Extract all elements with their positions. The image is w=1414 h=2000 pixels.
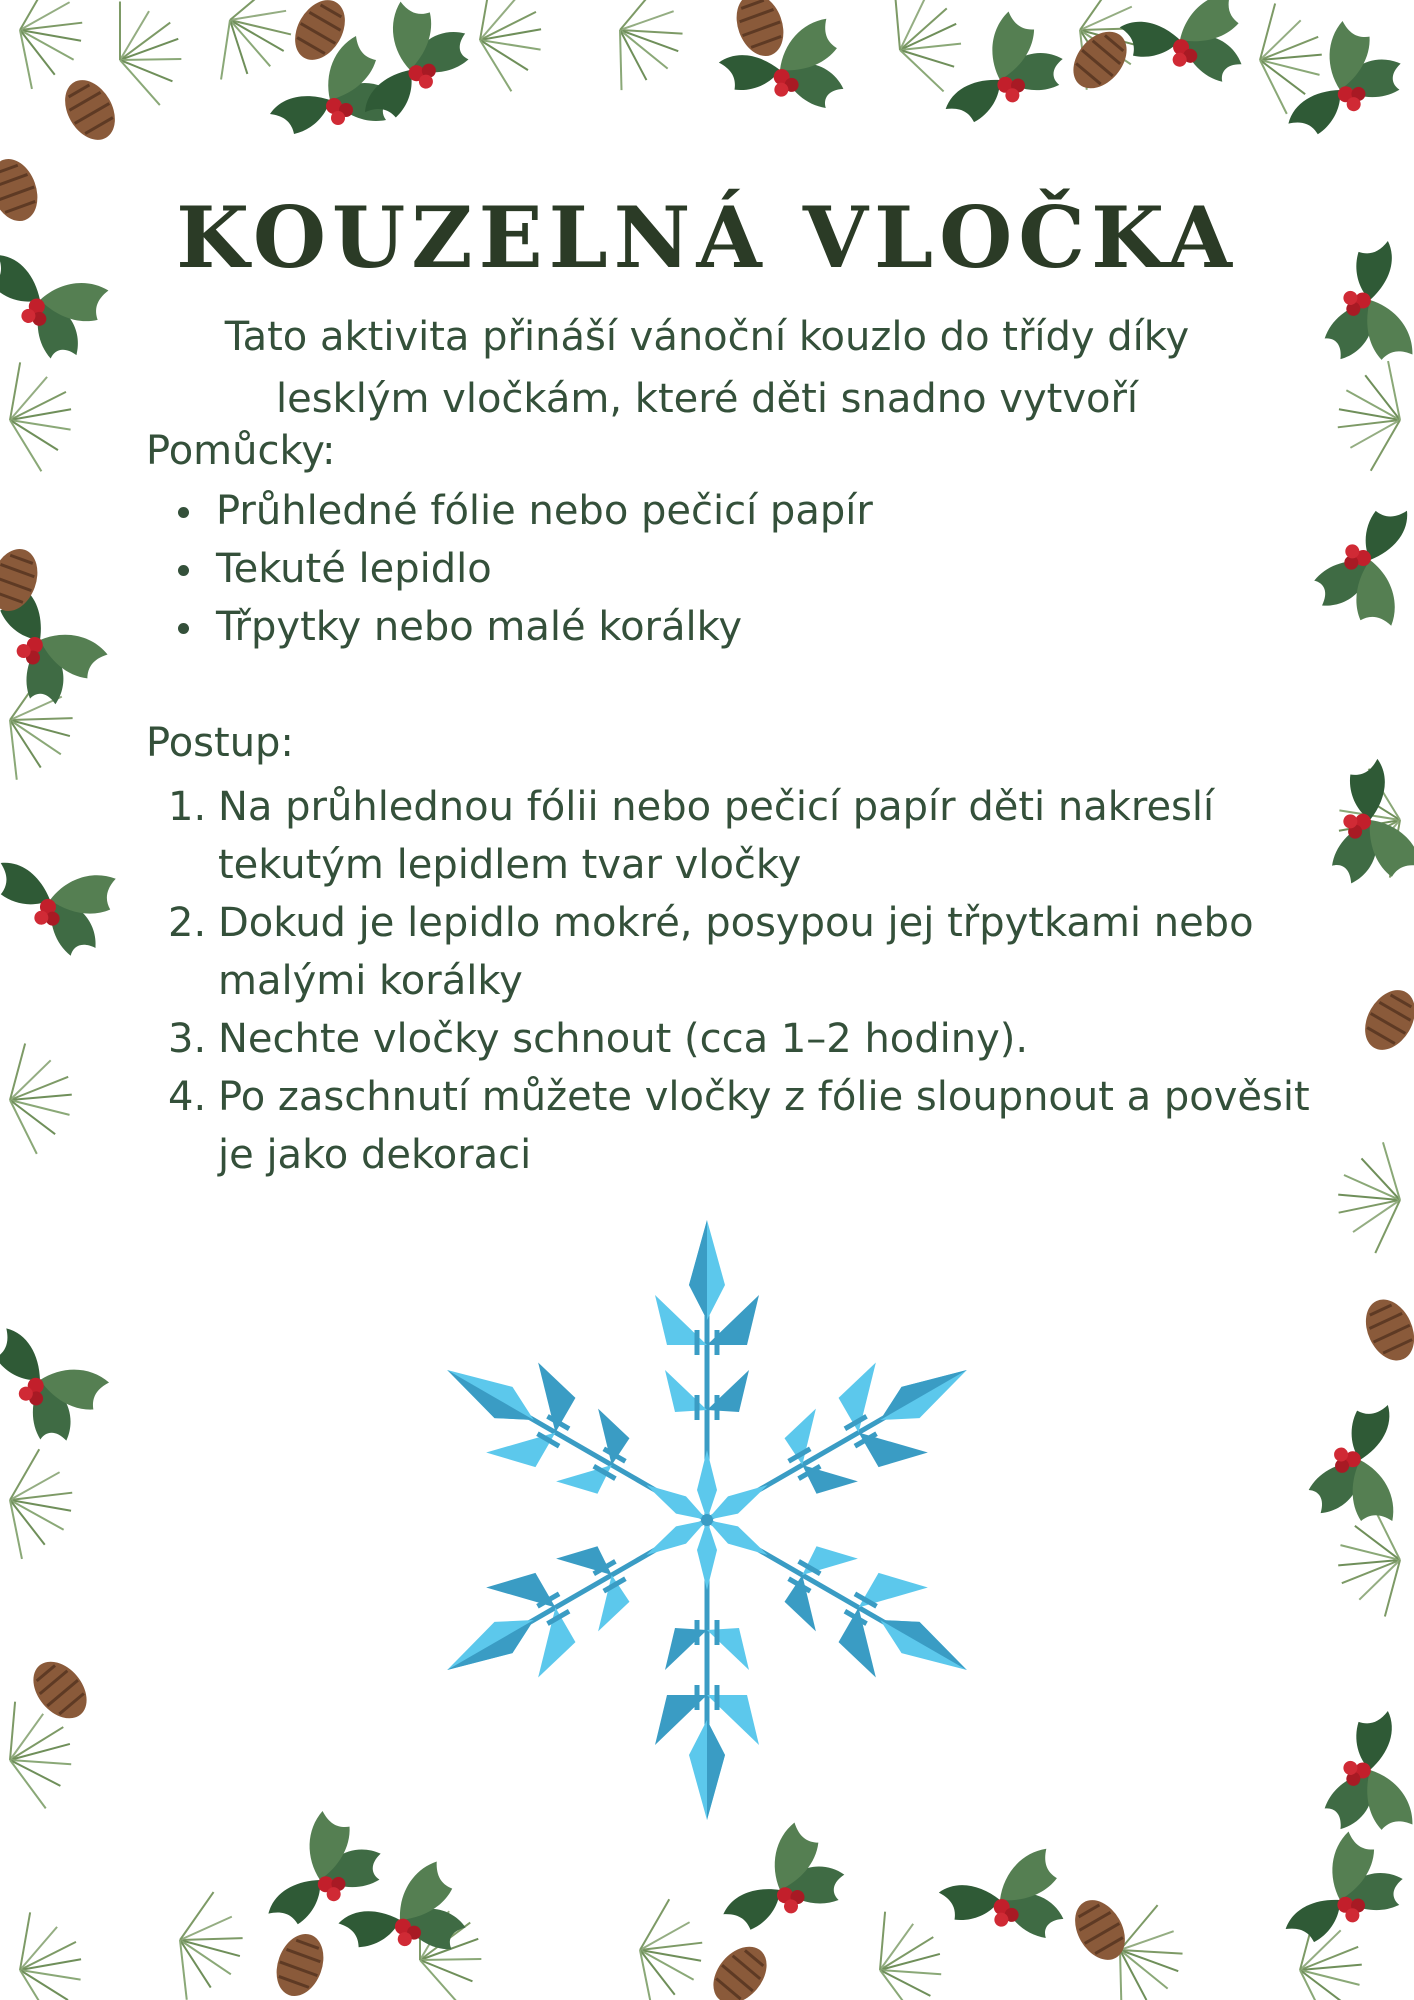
list-item bbox=[168, 1010, 1338, 1068]
list-item: Třpytky nebo malé korálky bbox=[216, 598, 1316, 656]
list-item bbox=[168, 1068, 1338, 1184]
step-text: Po zaschnutí můžete vločky z fólie sloupnout a pověsit je jako dekoraci bbox=[218, 1074, 1310, 1178]
steps-label: Postup: bbox=[146, 720, 294, 766]
step-text: Na průhlednou fólii nebo pečicí papír děti nakreslí tekutým lepidlem tvar vločky bbox=[218, 784, 1215, 888]
step-text: Dokud je lepidlo mokré, posypou jej třpytkami nebo malými korálky bbox=[218, 900, 1254, 1004]
step-number: 3. bbox=[168, 1016, 207, 1062]
steps-list bbox=[146, 778, 1338, 1184]
step-number: 4. bbox=[168, 1074, 207, 1120]
snowflake-icon bbox=[437, 1210, 977, 1830]
step-number: 2. bbox=[168, 900, 207, 946]
tools-list bbox=[146, 482, 1316, 656]
step-number: 1. bbox=[168, 784, 207, 830]
list-item bbox=[168, 894, 1338, 1010]
list-item: Průhledné fólie nebo pečicí papír bbox=[216, 482, 1316, 540]
tools-label: Pomůcky: bbox=[146, 428, 336, 474]
list-item bbox=[168, 778, 1338, 894]
list-item: Tekuté lepidlo bbox=[216, 540, 1316, 598]
step-text: Nechte vločky schnout (cca 1–2 hodiny). bbox=[218, 1016, 1029, 1062]
intro-text: Tato aktivita přináší vánoční kouzlo do třídy díky lesklým vločkám, které děti snadno vytvoří bbox=[224, 314, 1190, 422]
page-title: KOUZELNÁ VLOČKA bbox=[176, 188, 1238, 287]
